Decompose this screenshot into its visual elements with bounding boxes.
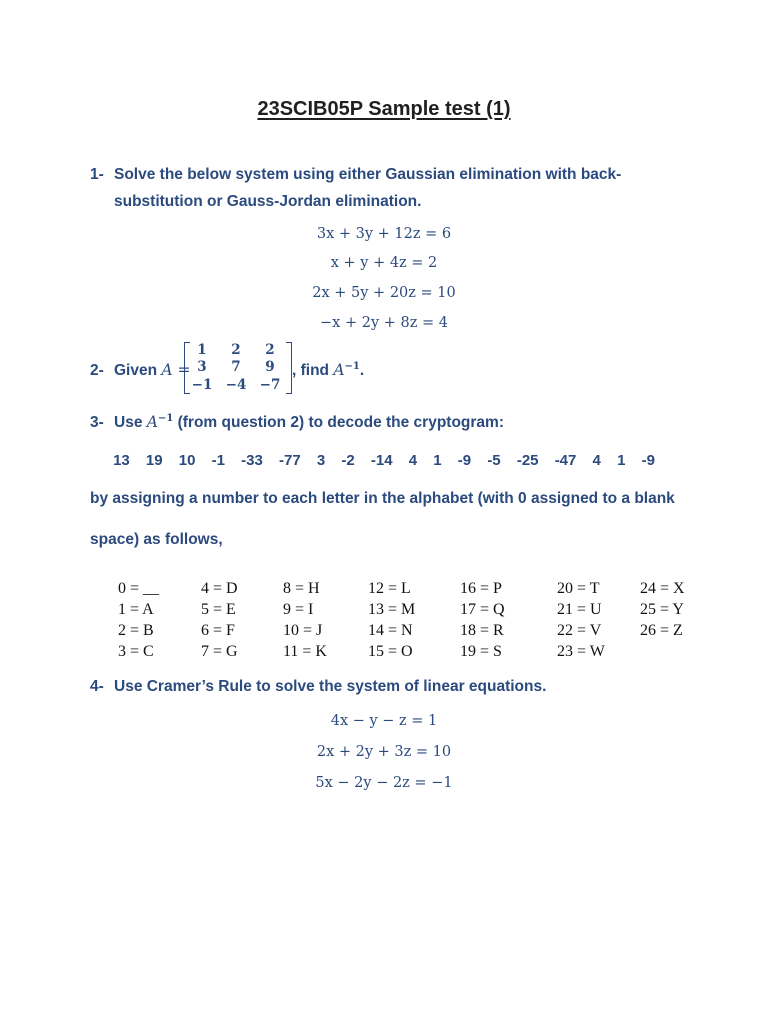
- cryptogram-number: 3: [316, 452, 326, 469]
- question-3-line-1: 3- Use $A^{-1}$ (from question 2) to decode the cryptogram:: [90, 413, 504, 431]
- matrix-cell: 1: [197, 342, 207, 358]
- cryptogram-number: -2: [341, 452, 355, 469]
- page-title: 23SCIB05P Sample test (1): [257, 98, 511, 120]
- matrix-cell: −7: [259, 376, 281, 393]
- cryptogram-number: -25: [516, 452, 539, 469]
- q4-equation-1: 4x − y − z = 1: [330, 713, 438, 729]
- alphabet-entry: 21 = U: [557, 601, 602, 618]
- q4-equation-3: 5x − 2y − 2z = −1: [315, 775, 453, 791]
- matrix-cell: 7: [231, 359, 241, 376]
- alphabet-column: [201, 578, 238, 662]
- alphabet-entry: 5 = E: [201, 601, 236, 618]
- cryptogram-number: 1: [433, 452, 442, 469]
- matrix-row: [185, 377, 291, 394]
- question-3-line-3: space) as follows,: [90, 531, 223, 548]
- alphabet-entry: 15 = O: [368, 643, 413, 660]
- alphabet-column: [283, 578, 327, 662]
- question-2-suffix: , find $A^{-1}$.: [292, 361, 365, 379]
- cryptogram-number: 10: [178, 452, 196, 469]
- q1-equation-2: x + y + 4z = 2: [330, 255, 438, 271]
- alphabet-entry: 3 = C: [118, 643, 154, 660]
- cryptogram-number: -14: [370, 452, 393, 469]
- alphabet-entry: 23 = W: [557, 643, 605, 660]
- alphabet-column: [557, 578, 605, 662]
- cryptogram-number: 4: [592, 452, 601, 469]
- alphabet-entry: 13 = M: [368, 601, 416, 618]
- question-2-prefix: 2- Given A =: [90, 361, 191, 379]
- question-1-number: 1-: [90, 166, 104, 183]
- cryptogram-number: -33: [241, 452, 263, 469]
- alphabet-entry: 20 = T: [557, 580, 600, 597]
- alphabet-entry: 6 = F: [201, 622, 235, 639]
- question-3-line-2: by assigning a number to each letter in the alphabet (with 0 assigned to a blank: [90, 490, 675, 507]
- alphabet-entry: 16 = P: [460, 580, 502, 597]
- alphabet-entry: 17 = Q: [460, 601, 505, 618]
- alphabet-entry: 19 = S: [460, 643, 502, 660]
- alphabet-entry: 14 = N: [368, 622, 413, 639]
- q1-equation-1: 3x + 3y + 12z = 6: [316, 226, 452, 242]
- matrix-label: A =: [161, 361, 191, 379]
- alphabet-entry: 12 = L: [368, 580, 411, 597]
- question-1-line-1: 1- Solve the below system using either Gaussian elimination with back-: [90, 166, 622, 183]
- alphabet-entry: 9 = I: [283, 601, 314, 618]
- alphabet-entry: 0 = __: [118, 580, 160, 597]
- matrix-cell: −1: [191, 376, 213, 393]
- cryptogram-number: 4: [408, 452, 418, 469]
- alphabet-entry: 25 = Y: [640, 601, 684, 618]
- cryptogram-number: -47: [554, 452, 577, 469]
- cryptogram-number: -1: [211, 452, 225, 469]
- alphabet-entry: 18 = R: [460, 622, 504, 639]
- cryptogram-number: -77: [279, 452, 301, 469]
- matrix-cell: −4: [225, 376, 247, 393]
- alphabet-entry: 26 = Z: [640, 622, 683, 639]
- question-4-line-1: 4- Use Cramer’s Rule to solve the system of linear equations.: [90, 678, 547, 695]
- alphabet-column: [368, 578, 415, 662]
- matrix-row: [185, 342, 291, 359]
- cryptogram-number: 19: [145, 452, 163, 469]
- alphabet-entry: 7 = G: [201, 643, 238, 660]
- alphabet-entry: 8 = H: [283, 580, 320, 597]
- matrix-cell: 3: [197, 359, 207, 376]
- alphabet-entry: 11 = K: [283, 643, 327, 660]
- alphabet-entry: 10 = J: [283, 622, 323, 639]
- q1-equation-4: −x + 2y + 8z = 4: [320, 315, 448, 331]
- cryptogram-number: 1: [617, 452, 626, 469]
- q1-equation-3: 2x + 5y + 20z = 10: [312, 285, 456, 301]
- cryptogram-number: -9: [457, 452, 472, 469]
- cryptogram-number: 13: [113, 452, 130, 469]
- cryptogram-number: -5: [487, 452, 501, 469]
- alphabet-entry: 4 = D: [201, 580, 238, 597]
- cryptogram-number: -9: [641, 452, 655, 469]
- alphabet-entry: 1 = A: [118, 601, 154, 618]
- matrix-cell: 9: [265, 359, 275, 376]
- alphabet-column: [460, 578, 505, 662]
- q4-equation-2: 2x + 2y + 3z = 10: [316, 744, 452, 760]
- alphabet-table: [118, 578, 708, 662]
- alphabet-entry: 24 = X: [640, 580, 685, 597]
- question-1-line-2: substitution or Gauss-Jordan elimination.: [114, 193, 422, 210]
- matrix-cell: 2: [265, 342, 275, 358]
- alphabet-entry: 2 = B: [118, 622, 154, 639]
- alphabet-column: [640, 578, 685, 641]
- cryptogram: [0, 452, 768, 469]
- matrix-a: [184, 342, 292, 394]
- matrix-row: [185, 359, 291, 376]
- alphabet-column: [118, 578, 159, 662]
- alphabet-entry: 22 = V: [557, 622, 602, 639]
- matrix-cell: 2: [231, 342, 241, 358]
